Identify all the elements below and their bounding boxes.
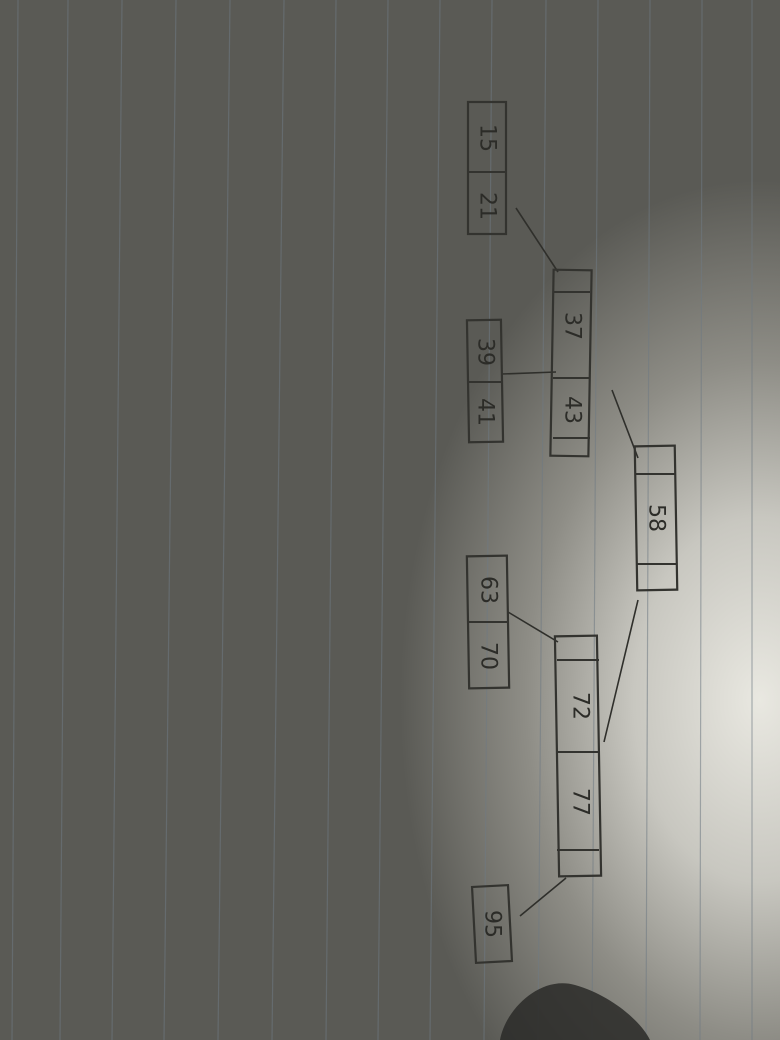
node-internal-left-key-1: 37	[559, 312, 585, 340]
edge-right-to-leaf-4	[520, 878, 566, 916]
node-leaf-1	[468, 102, 506, 234]
leaf-3-key-2: 70	[475, 642, 501, 670]
leaf-1-key-2: 21	[474, 192, 500, 220]
node-internal-right-key-2: 77	[567, 788, 593, 816]
node-internal-right-key-1: 72	[567, 692, 593, 720]
node-leaf-4	[472, 885, 512, 963]
leaf-1-key-1: 15	[474, 124, 500, 152]
edge-left-to-leaf-2	[502, 372, 556, 374]
node-root-key-1: 58	[643, 504, 669, 532]
leaf-2-key-2: 41	[472, 398, 498, 426]
leaf-4-key-1: 95	[479, 910, 505, 938]
edge-left-to-leaf-1	[516, 208, 558, 272]
edge-right-to-leaf-3	[508, 612, 558, 642]
leaf-3-key-1: 63	[475, 576, 501, 604]
edge-root-to-right	[604, 600, 638, 742]
node-internal-left-key-2: 43	[559, 396, 585, 424]
node-leaf-2	[467, 320, 503, 443]
notebook-ruling	[12, 0, 752, 1040]
leaf-2-key-1: 39	[472, 338, 498, 366]
hand-shadow	[500, 983, 650, 1040]
node-leaf-3	[467, 556, 509, 689]
node-internal-left	[550, 270, 591, 457]
node-root	[635, 446, 678, 591]
